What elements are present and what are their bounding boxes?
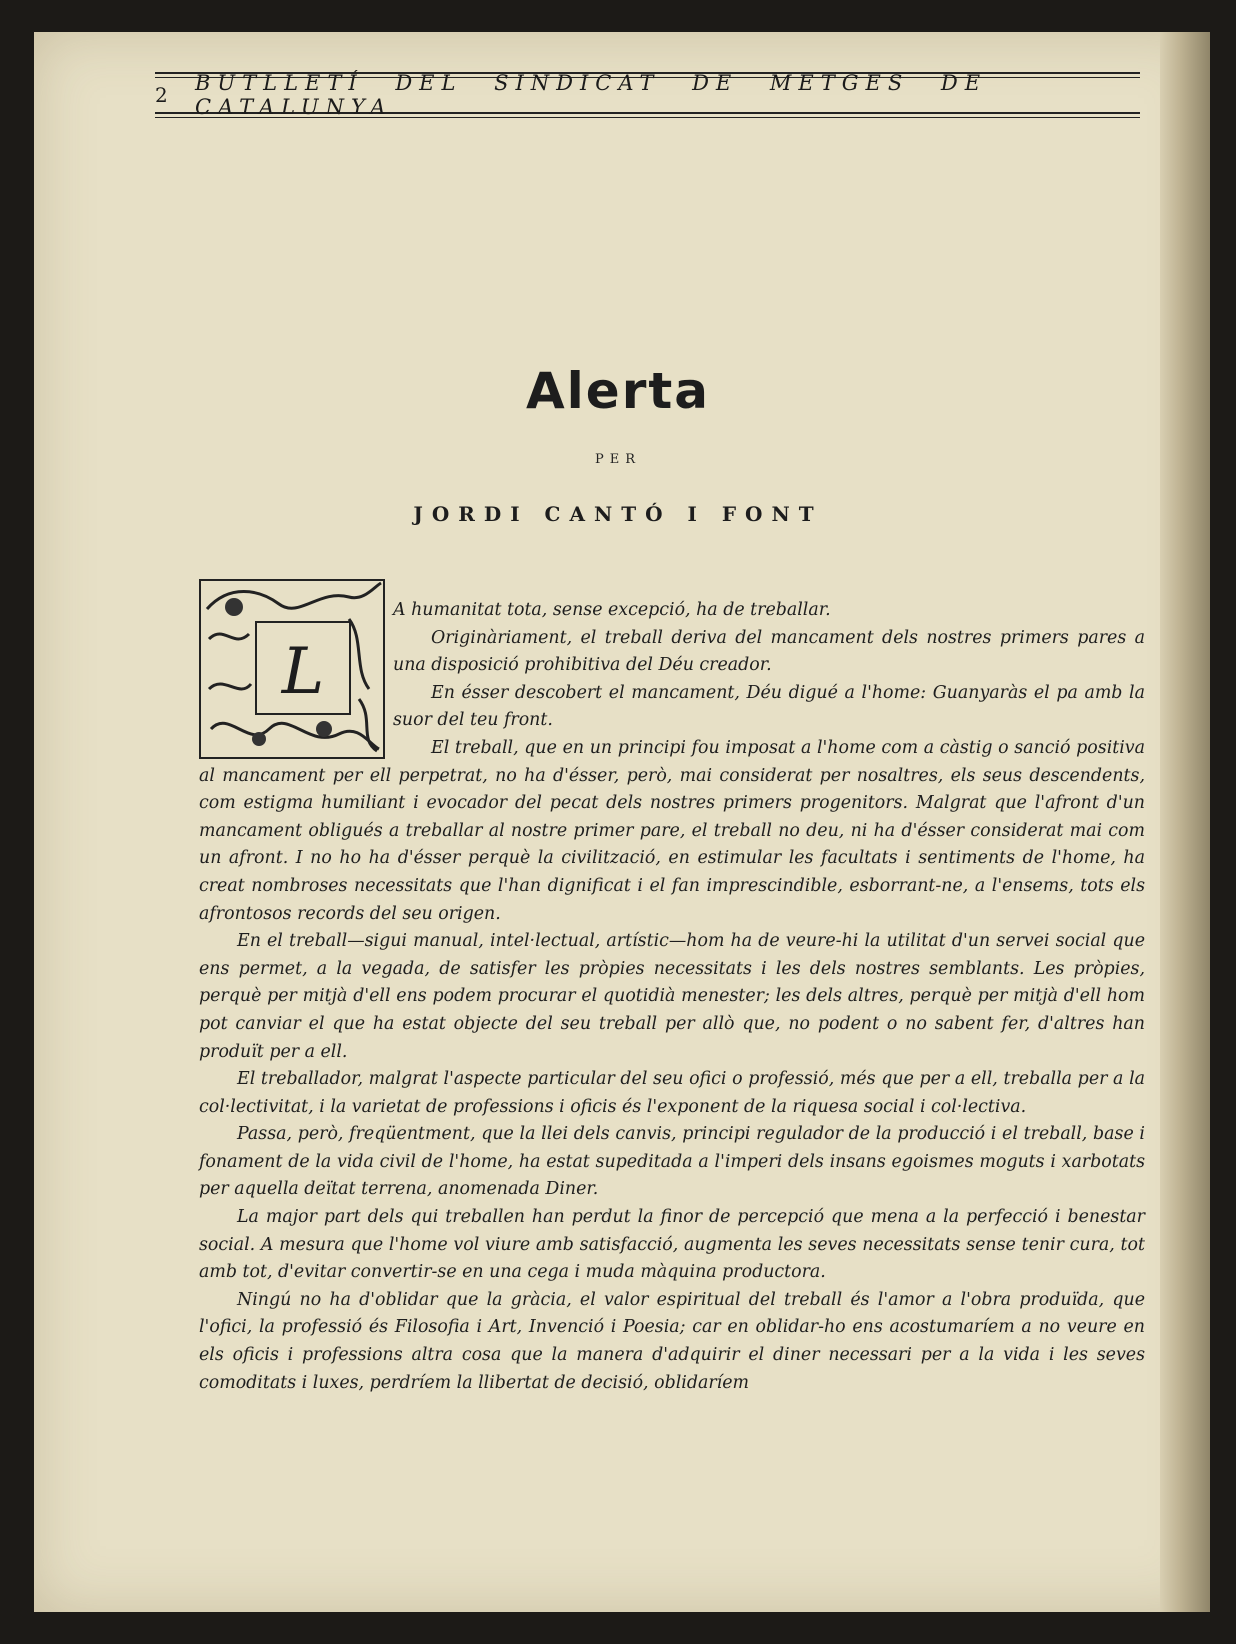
paragraph: Ningú no ha d'oblidar que la gràcia, el valor espiritual del treball és l'amor a l'obra produïda, que l'ofici, la professió és Filosofia i Art, Invenció i Poesia; car en oblidar-ho ens acostumaríem a no veure en els oficis i professions altra cosa que la manera d'adquirir el diner necessari per a la vida i les seves comoditats i luxes, perdríem la llibertat de decisió, oblidaríem [199,1289,1145,1393]
byline-prefix: PER [594,452,642,467]
paragraph: La major part dels qui treballen han perdut la finor de percepció que mena a la perfecció i benestar social. A mesura que l'home vol viure amb satisfacció, augmenta les seves necessitats sense tenir cura, tot amb tot, d'evitar convertir-se en una cega i muda màquina productora. [199,1207,1145,1283]
page-number: 2 [155,83,168,107]
running-header [155,72,1140,118]
book-spine-edge [1160,32,1210,1612]
paragraph: Originàriament, el treball deriva del mancament dels nostres primers pares a una disposició prohibitiva del Déu creador. [393,627,1145,676]
paragraph: El treball, que en un principi fou imposat a l'home com a càstig o sanció positiva al mancament per ell perpetrat, no ha d'ésser, però, mai considerat per nosaltres, els seus descendents, com estigma humiliant i evocador del pecat dels nostres primers progenitors. Malgrat que l'afront d'un mancament obligués a treballar al nostre primer pare, el treball no deu, ni ha d'ésser considerat mai com un afront. I no ho ha d'ésser perquè la civilització, en estimular les facultats i sentiments de l'home, ha creat nombroses necessitats que l'han dignificat i el fan imprescindible, esborrant-ne, a l'ensems, tots els afrontosos records del seu origen. [199,737,1145,924]
article-author: JORDI CANTÓ I FONT [413,502,823,526]
journal-title: BUTLLETÍ DEL SINDICAT DE METGES DE CATALUNYA [195,71,988,119]
paragraph: A humanitat tota, sense excepció, ha de treballar. [393,600,831,620]
paragraph: El treballador, malgrat l'aspecte particular del seu ofici o professió, més que per a ell, treballa per a la col·lectivitat, i la varietat de professions i oficis és l'exponent de la riquesa social i col·lectiva. [199,1069,1145,1117]
paragraph: En ésser descobert el mancament, Déu digué a l'home: Guanyaràs el pa amb la suor del teu front. [393,682,1145,731]
paragraph: En el treball—sigui manual, intel·lectual, artístic—hom ha de veure-hi la utilitat d'un servei social que ens permet, a la vegada, de satisfer les pròpies necessitats i les dels nostres semblants. Les pròpies, perquè per mitjà d'ell ens podem procurar el quotidià menester; les dels altres, perquè per mitjà d'ell hom pot canviar el que ha estat objecte del seu treball per allò que, no podent o no sabent fer, d'altres han produït per a ell. [199,931,1145,1062]
drop-cap-letter: L [281,635,325,709]
article-title: Alerta [525,362,711,420]
article-body [199,597,1145,1397]
paragraph: Passa, però, freqüentment, que la llei dels canvis, principi regulador de la producció i el treball, base i fonament de la vida civil de l'home, ha estat supeditada a l'imperi dels insans egoismes moguts i xarbotats per aquella deïtat terrena, anomenada Diner. [199,1124,1145,1200]
